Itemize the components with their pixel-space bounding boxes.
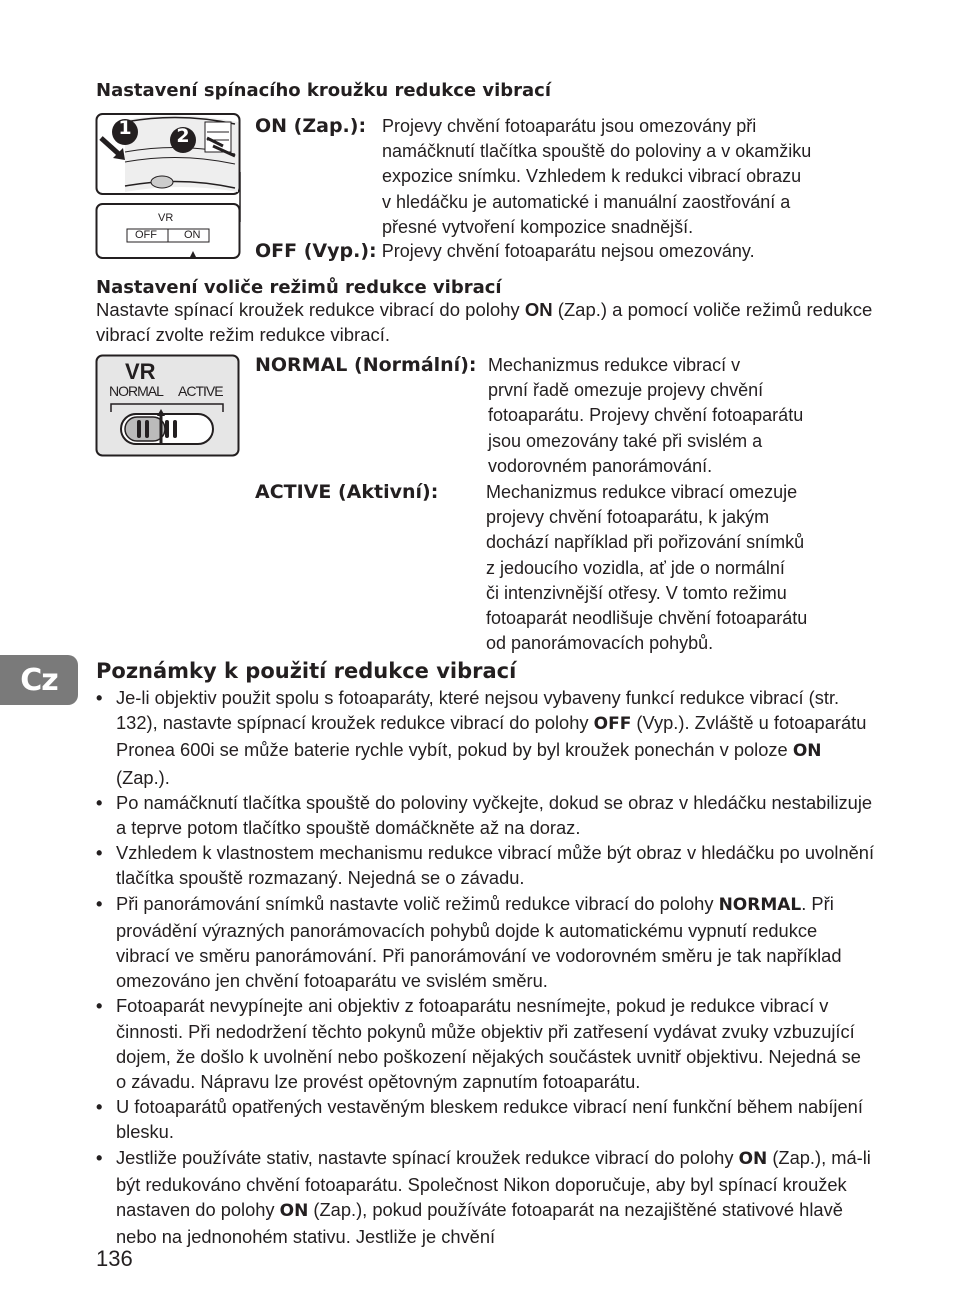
switch-active-label: ACTIVE xyxy=(178,383,223,399)
ring-vr-label: VR xyxy=(158,212,174,224)
note-item: • U fotoaparátů opatřených vestavěným bleskem redukce vibrací není funkční během nabíjení blesku. xyxy=(96,1094,876,1144)
page-number: 136 xyxy=(96,1246,133,1271)
notes-heading: Poznámky k použití redukce vibrací xyxy=(96,659,517,683)
active-desc-line: Mechanizmus redukce vibrací omezuje xyxy=(486,482,798,502)
note-item: • Jestliže používáte stativ, nastavte spínací kroužek redukce vibrací do polohy ON (Zap.), má-li být redukováno chvění fotoaparátu. Společnost Nikon doporučuje, aby byl spínací kroužek nastaven do polohy ON (Zap.), pokud používáte fotoaparát na nezajištěné stativové hlavě nebo na jednonohém stativu. Jestliže je chvění xyxy=(96,1145,876,1250)
on-desc-line: přesné vytvoření kompozice snadnější. xyxy=(382,216,694,237)
active-desc-line: fotoaparát neodlišuje chvění fotoaparátu xyxy=(486,608,808,629)
ring-off-label: OFF xyxy=(135,229,157,241)
section-heading-vr-ring: Nastavení spínacího kroužku redukce vibrací xyxy=(96,80,551,101)
active-mode-label: ACTIVE (Aktivní): xyxy=(255,481,439,503)
ring-on-label: ON xyxy=(184,229,201,241)
intro-text: Nastavte spínací kroužek redukce vibrací do polohy xyxy=(96,299,525,320)
active-desc-line: dochází například při pořizování snímků xyxy=(486,532,805,553)
language-tab: Cz xyxy=(0,655,78,705)
normal-desc-line: Mechanizmus redukce vibrací v xyxy=(488,355,741,375)
normal-mode-label: NORMAL (Normální): xyxy=(255,354,477,376)
intro-text: (Zap.) a pomocí voliče režimů redukce vibrací zvolte režim redukce vibrací. xyxy=(96,299,873,345)
step-1-marker: 1 xyxy=(118,117,132,139)
note-item: • Při panorámování snímků nastavte volič režimů redukce vibrací do polohy NORMAL. Při provádění výrazných panorámovacích pohybů dojde k automatickému vypnutí redukce vibrací ve směru panorámování. Při panorámování ve vodorovném směru je tak například omezováno jen chvění fotoaparátu ve svislém směru. xyxy=(96,891,876,994)
vr-mode-switch-illustration xyxy=(95,354,241,458)
switch-normal-label: NORMAL xyxy=(109,383,163,399)
active-desc-line: projevy chvění fotoaparátu, k jakým xyxy=(486,507,770,528)
normal-mode-description xyxy=(488,353,888,479)
normal-desc-line: jsou omezovány také při svislém a xyxy=(488,430,763,451)
note-item: • Je-li objektiv použit spolu s fotoaparáty, které nejsou vybaveny funkcí redukce vibrací (str. 132), nastavte spípnací kroužek redukce vibrací do polohy OFF (Vyp.). Zvláště u fotoaparátu Pronea 600i se může baterie rychle vybít, pokud by byl kroužek ponechán v poloze ON (Zap.). xyxy=(96,685,876,790)
note-item: • Vzhledem k vlastnostem mechanismu redukce vibrací může být obraz v hledáčku po uvolnění tlačítka spouště rozmazaný. Nejedná se o závadu. xyxy=(96,840,876,890)
active-mode-description xyxy=(486,480,886,656)
on-desc-line: Projevy chvění fotoaparátu jsou omezovány při xyxy=(382,116,757,136)
off-setting-description: Projevy chvění fotoaparátu nejsou omezovány. xyxy=(381,241,755,261)
on-setting-label: ON (Zap.): xyxy=(255,115,367,137)
switch-vr-label: VR xyxy=(125,359,156,384)
normal-desc-line: první řadě omezuje projevy chvění xyxy=(488,380,764,401)
active-desc-line: či intenzivnější otřesy. V tomto režimu xyxy=(486,582,787,603)
on-desc-line: v hledáčku je automatické i manuální zaostřování a xyxy=(382,191,791,212)
active-desc-line: z jedoucího vozidla, ať jde o normální xyxy=(486,557,785,578)
off-setting-row xyxy=(255,239,755,264)
active-desc-line: od panorámovacích pohybů. xyxy=(486,633,714,654)
normal-desc-line: fotoaparátu. Projevy chvění fotoaparátu xyxy=(488,405,804,426)
section-heading-vr-mode: Nastavení voliče režimů redukce vibrací xyxy=(96,277,502,298)
normal-desc-line: vodorovném panorámování. xyxy=(488,455,713,476)
off-setting-label: OFF (Vyp.): xyxy=(255,240,377,262)
intro-bold: ON xyxy=(524,299,553,320)
notes-list xyxy=(96,685,876,1249)
section2-intro xyxy=(96,297,886,347)
on-desc-line: expozice snímku. Vzhledem k redukci vibrací obrazu xyxy=(382,166,802,187)
note-item: • Fotoaparát nevypínejte ani objektiv z fotoaparátu nesnímejte, pokud je redukce vibrací v činnosti. Při nedodržení těchto pokynů může objektiv při zatřesení vydávat zvuky vzbuzující dojem, že došlo k uvolnění nebo poškození nějakých součástek uvnitř objektivu. Nejedná se o závadu. Nápravu lze provést opětovným zapnutím fotoaparátu. xyxy=(96,993,876,1094)
on-desc-line: namáčknutí tlačítka spouště do poloviny a v okamžiku xyxy=(382,141,812,162)
step-2-marker: 2 xyxy=(176,125,190,147)
on-setting-description xyxy=(382,114,902,240)
note-item: • Po namáčknutí tlačítka spouště do poloviny vyčkejte, dokud se obraz v hledáčku nestabilizuje a teprve potom tlačítko spouště domáčkněte až na doraz. xyxy=(96,790,876,840)
